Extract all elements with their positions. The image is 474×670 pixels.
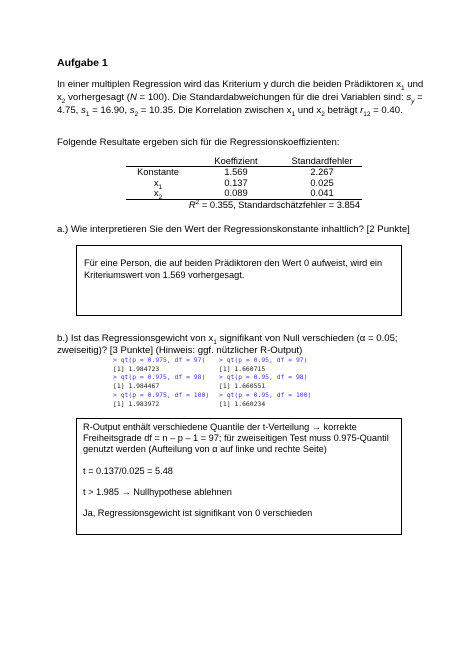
answer-box-a xyxy=(76,245,402,316)
intro-text: beträgt xyxy=(324,104,361,116)
intro-text: = 0.40. xyxy=(370,104,403,116)
coef-cell: 0.137 xyxy=(224,177,248,188)
s-symbol: s xyxy=(129,104,135,116)
r-output-right xyxy=(219,356,311,408)
row-label: $x_2$ xyxy=(126,188,190,199)
answer-b-paragraph: R-Output enthält verschiedene Quantile der t-Verteilung → korrekte Freiheitsgrade df = n – p – 1 = 97; für zweiseitigen Test muss 0.975-Quantil genutzt werden (Aufteilung von α auf linke und rechte Seite) xyxy=(83,422,389,455)
answer-b-paragraph: Ja, Regressionsgewicht ist signifikant von 0 verschieden xyxy=(83,508,313,519)
answer-b-paragraph: t = 0.137/0.025 = 5.48 xyxy=(83,465,173,476)
r-result: [1] 1.984467 xyxy=(113,382,160,391)
r-command: > qt(p = 0.975, df = 98) xyxy=(113,373,206,382)
r-result: [1] 1.660234 xyxy=(219,399,266,408)
coef-cell: 1.569 xyxy=(224,167,248,178)
r-output-left xyxy=(113,356,209,408)
intro-text: = 100). Die Standardabweichungen für die drei Variablen sind: xyxy=(136,91,407,103)
s-symbol: s xyxy=(406,91,412,103)
task-intro xyxy=(57,79,427,117)
r-result: [1] 1.983972 xyxy=(113,399,160,408)
table-header-row xyxy=(126,156,362,167)
r-command: > qt(p = 0.95, df = 97) xyxy=(219,356,308,364)
r-symbol: r xyxy=(360,104,364,116)
se-cell: 2.267 xyxy=(310,167,334,178)
column-header xyxy=(126,156,190,167)
row-label: Konstante xyxy=(137,167,179,178)
table-row xyxy=(126,188,362,199)
intro-text: vorhergesagt ( xyxy=(65,91,130,103)
r-command: > qt(p = 0.95, df = 98) xyxy=(219,373,308,382)
coefficient-table xyxy=(126,156,362,210)
subscript: 2 xyxy=(321,110,325,118)
column-header: Standardfehler xyxy=(282,156,362,167)
subscript: y xyxy=(411,97,415,105)
answer-a-text: Für eine Person, die auf beiden Prädiktoren den Wert 0 aufweist, wird ein Kriteriumswert von 1.569 vorhergesagt. xyxy=(84,258,383,280)
subscript: 1 xyxy=(85,110,90,118)
r-result: [1] 1.660715 xyxy=(219,364,266,373)
table-row xyxy=(126,178,362,188)
table-lead: Folgende Resultate ergeben sich für die Regressionskoeffizienten: xyxy=(57,137,340,148)
r-result: [1] 1.984723 xyxy=(113,364,160,373)
table-row xyxy=(126,167,362,178)
n-symbol: N xyxy=(129,91,137,103)
r-command: > qt(p = 0.975, df = 97) xyxy=(113,356,206,364)
question-a: a.) Wie interpretieren Sie den Wert der Regressionskonstante inhaltlich? [2 Punkte] xyxy=(57,224,410,235)
r-command: > qt(p = 0.95, df = 100) xyxy=(219,390,312,399)
intro-text: und x xyxy=(57,79,424,103)
subscript: 1 xyxy=(291,110,296,118)
se-cell: 0.041 xyxy=(282,188,362,199)
answer-b-paragraph: t > 1.985 → Nullhypothese ablehnen xyxy=(83,486,232,497)
subscript: 1 xyxy=(400,84,405,92)
question-b: b.) Ist das Regressionsgewicht von $x_1$ signifikant von Null verschieden (α = 0.05; zweiseitig)? [3 Punkte] (Hinweis: ggf. nützlicher R-Output) xyxy=(57,333,398,356)
task-heading: Aufgabe 1 xyxy=(57,57,108,69)
table-footer: $R^2 = 0.355$, Standardschätzfehler = 3.854 xyxy=(188,198,360,210)
intro-text: = 10.35. Die Korrelation zwischen x xyxy=(138,104,292,116)
coef-cell: 0.089 xyxy=(190,188,282,199)
intro-text: und x xyxy=(295,104,322,116)
r-result: [1] 1.660551 xyxy=(219,382,266,391)
s-symbol: s xyxy=(81,104,86,116)
se-cell: 0.025 xyxy=(310,177,334,188)
intro-text: In einer multiplen Regression wird das Kriterium y durch die beiden Prädiktoren x xyxy=(57,79,401,90)
subscript: 2 xyxy=(61,97,66,105)
row-label: $x_1$ xyxy=(153,177,163,191)
intro-text: = 4.75, xyxy=(57,91,423,116)
subscript: 12 xyxy=(363,110,371,118)
column-header: Koeffizient xyxy=(190,156,282,167)
answer-box-b xyxy=(76,418,402,535)
subscript: 2 xyxy=(134,110,139,118)
r-command: > qt(p = 0.975, df = 100) xyxy=(113,390,210,399)
intro-text: = 16.90, xyxy=(89,104,130,116)
